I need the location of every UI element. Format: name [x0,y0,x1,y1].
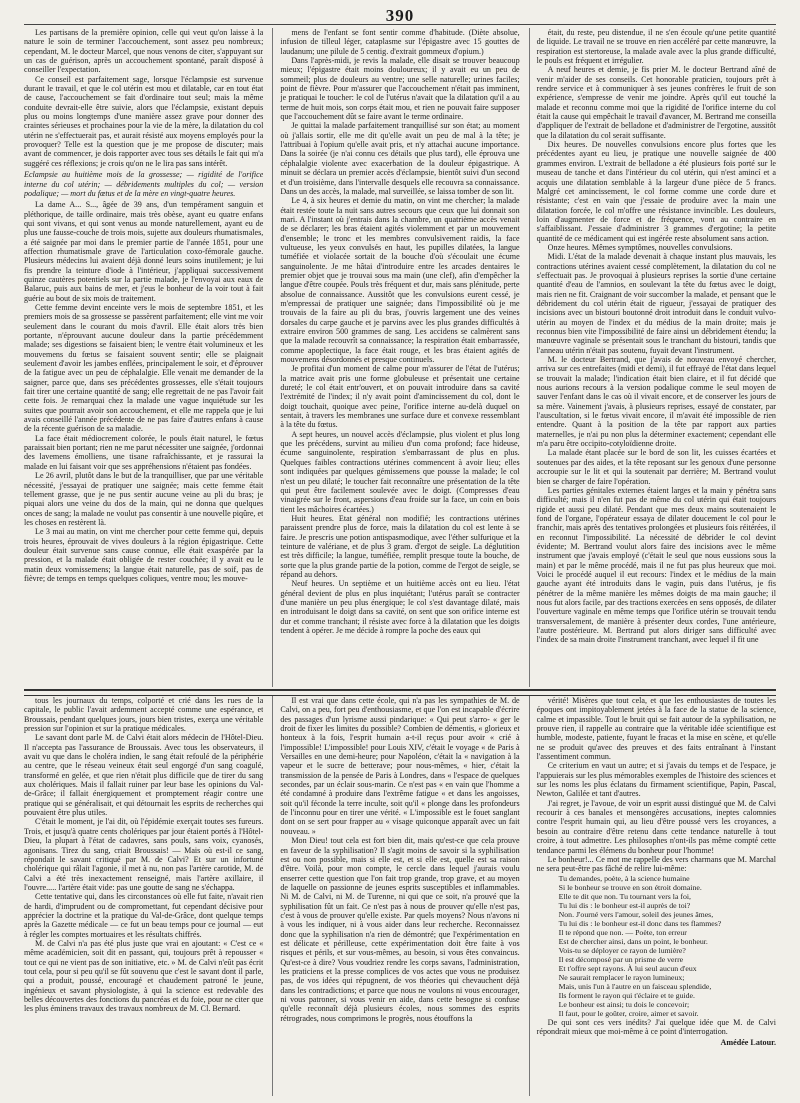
poem-line: Et t'offre sept rayons. À lui seul aucun d'eux [558,963,697,973]
paragraph: Dans l'après-midi, je revis la malade, elle disait se trouver beaucoup mieux; l'épigastre était moins douloureux; il y avait eu un peu de sommeil; plus de douleurs au ventre; une selle naturelle; urines faciles; point de fièvre. Pour m'assurer que l'accouchement n'était pas imminent, je pratiquai le toucher: le col de l'utérus n'avait que la dilatation qu'il a au terme de huit mois, son corps était mou, et rien ne pouvait faire supposer que l'accouchement dût se faire avant le terme ordinaire. [280,56,520,122]
poem-line: Il te répond que non. — Poète, ton erreur [558,927,687,937]
poem-line: Ils forment le rayon qui t'éclaire et te guide. [558,990,695,1000]
feuilleton-column-1 [24,696,263,1096]
feuilleton-column-2 [272,696,519,1096]
author-signature: Amédée Latour. [720,1038,776,1048]
article-column-1 [24,28,263,687]
paragraph: La face était médiocrement colorée, le pouls était naturel, le fœtus paraissait bien portant; rien ne me parut nécessiter une saignée, j'ordonnai des lavemens émolliens, une tisane rafraîchissante, et je rassurai la malade en lui faisant voir que ses appréhensions n'étaient pas fondées. [24,433,264,471]
poem-line: Mais, unis l'un à l'autre en un faisceau splendide, [558,981,712,991]
poem-line: Tu lui dis : le bonheur est-il auprès de toi? [558,900,691,910]
paragraph: De qui sont ces vers inédits? J'ai quelque idée que M. de Calvi répondrait mieux que moi-même à ce point d'interrogation. [536,1017,776,1036]
article-column-2 [272,28,519,687]
paragraph: La malade étant placée sur le bord de son lit, les cuisses écartées et soutenues par des aides, et la tête reposant sur les genoux d'une personne accroupie sur le lit et qui la soutenait par derrière; M. Bertrand voulut bien se charger de faire l'opération. [536,448,776,486]
paragraph: A neuf heures et demie, je fis prier M. le docteur Bertrand aîné de venir m'aider de ses conseils. Cet honorable praticien, toujours prêt à rendre service et à communiquer à ses jeunes confrères le fruit de son expérience, s'empresse de venir me joindre. Après qu'il eut touché la malade et reconnu comme moi que la rigidité de l'orifice interne du col était la cause qui empêchait le travail d'avancer, M. Bertrand me conseilla d'appliquer de l'extrait de belladone et d'administrer de l'ergotine, aussitôt que la dilatation du col serait suffisante. [536,65,776,140]
poem-line: Tu demandes, poète, à la science humaine [558,873,690,883]
paragraph: Le 3 mai au matin, on vint me chercher pour cette femme qui, depuis trois heures, éprouvait de vives douleurs à la région épigastrique. Cette douleur était survenue sans cause connue, elle était exaspérée par la pression, et la malade était obligée de rester couchée; il y avait eu le matin deux vomissemens; la langue était naturelle, pas de soif, pas de fièvre; de temps en temps quelques coliques, ventre mou; les mouve- [24,527,264,583]
paragraph: M. de Calvi n'a pas été plus juste que vrai en ajoutant: « C'est ce « même académicien, soit dit en passant, qui, toujours prêt à repousser « tout ce qui ne vient pas de son initiative, etc. » M. de Calvi n'eût pas écrit tout cela, pour si peu qu'il se fût souvenu que c'est le savant dont il parle, qui a produit, poussé, encouragé et chaudement patroné le jeune, ingénieux et savant physiologiste, à qui la science est redevable des belles découvertes des fonctions du pancréas et du foie, pour ne citer que les plus éminens travaux des travaux nombreux de M. Cl. Bernard. [24,938,264,1014]
paragraph: M. le docteur Bertrand, que j'avais de nouveau envoyé chercher, arriva sur ces entrefaites (midi et demi), il fut effrayé de l'état dans lequel se trouvait la malade; l'indication était bien claire, et il fut décidé que nous aurions recours à la version podalique comme le seul moyen de sauver l'enfant dans le cas où il vivait encore, et de conserver les jours de sa mère. Vainement j'avais, à plusieurs reprises, essayé de constater, par l'auscultation, si le fœtus vivait encore, il m'avait été impossible de rien entendre. Quant à la position de la tête par rapport aux parties maternelles, je n'ai pu non plus la déterminer exactement; cependant elle m'a paru être occipito-cotyloïdienne droite. [536,355,776,449]
paragraph: Je quittai la malade parfaitement tranquillisé sur son état; au moment où j'allais sortir, elle me dit qu'elle avait un peu de mal à la tête; je l'attribuai à l'opium qu'elle avait pris, et n'y attachai aucune importance. Dans la soirée (je n'ai connu ces détails que plus tard), elle éprouva une céphalalgie violente avec exacerbation de la douleur épigastrique. A minuit se déclara un premier accès d'éclampsie, bientôt suivi d'un second et d'un troisième, dans l'intervalle desquels elle recouvra sa connaissance. Dans un des accès, la malade, mal surveillée, se laissa tomber de son lit. [280,121,520,196]
paragraph: Le 26 avril, plutôt dans le but de la tranquilliser, que par une véritable nécessité, j'essayai de pratiquer une saignée; mais cette femme était tellement grasse, que je ne pus sentir aucune veine au pli du bras; je piquai alors une veine du dos de la main, qui ne donna que quelques onces de sang; la malade ne voulut pas consentir à une nouvelle piqûre, et les choses en restèrent là. [24,471,264,527]
paragraph: vérité! Misères que tout cela, et que les enthousiastes de toutes les époques ont impitoyablement jetées à la face de la statue de la science, calme et impassible. Tout le bruit qui se fait autour de la syphilisation, ne prouve rien, il rappelle au contraire que la véritable idée scientifique est humble, modeste, patiente, fuyant le fracas et la mise en scène, et qu'elle ne se produit qu'avec des preuves et des faits entraînant à l'instant l'assentiment commun. [536,696,776,762]
paragraph: Onze heures. Mêmes symptômes, nouvelles convulsions. [547,242,733,252]
poem-line: Vois-tu se déployer ce rayon de lumière? [558,945,686,955]
feuilleton-column-3 [529,696,776,1096]
paragraph: Mon Dieu! tout cela est fort bien dit, mais qu'est-ce que cela prouve en faveur de la syphilisation? Il s'agit moins de savoir si la syphilisation est ou non possible, mais si elle est, et si elle est, quelle est sa raison d'être. Voilà, pour mon compte, le cercle dans lequel j'aurais voulu enserrer cette question que l'on fait trop grande, trop grave, et au moyen de laquelle on passionne de jeunes esprits susceptibles et inflammables. Ni M. de Calvi, ni M. de Turenne, ni qui que ce soit, n'a prouvé que la syphilisation fût un fait. Ce n'est pas à nous de prouver qu'elle n'est pas, c'est à vous de prouver qu'elle existe. Par quels moyens? Nous n'avons ni à vous les indiquer, ni à vous aider dans leur recherche. Reconnaissez donc que la syphilisation n'a rien de démontré; que l'expérimentation en est délicate et périlleuse, cette expérimentation doit être faite à vos risques et périls, et sur vous-mêmes, au besoin, si vous êtes convaincus. Qu'est-ce à dire? Vous voudriez rendre les corps savans, l'administration, les praticiens et la presse complices de vos actes que vous ne produisez pas, de vos idées qui répugnent, de vos théories qui chevauchent déjà dans les contradictions; et parce que nous ne voulons ni vous encourager, ni vous patroner, si vous venir en aide, dans cette besogne si confuse qu'elle reconnaît déjà plusieurs écoles, nous sommes des esprits rétrogrades, nous comprimons le progrès, nous étouffons la [280,836,520,1023]
poem-line: Est de chercher ainsi, dans un point, le bonheur. [558,936,708,946]
feuilleton-section [24,696,776,1096]
paragraph: Dix heures. De nouvelles convulsions encore plus fortes que les précédentes ayant eu lieu, je pratique une nouvelle saignée de 400 grammes environ. L'extrait de belladone a été plusieurs fois porté sur le museau de tanche et dans l'intérieur du col utérin, qui n'est amincí et a acquis une dilatation semblable à la largeur d'une pièce de 5 francs. Malgré cet amincissement, le col forme comme une corde dure et résistante; c'est en vain que j'essaie de produire avec la main une dilatation forcée, le col m'offre une résistance invincible. Les douleurs, loin d'augmenter de force et de fréquence, vont au contraire en s'affaiblissant. J'essaie d'administrer 3 grammes d'ergotine; la petite quantité de ce médicament qui est ingérée reste absolument sans action. [536,140,776,243]
paragraph: Midi. L'état de la malade devenait à chaque instant plus mauvais, les contractions utérines avaient cessé complètement, la dilatation du col ne s'effectuait pas. Je provoquai à plusieurs reprises la sortie d'une certaine quantité d'eau de l'amnios, en soulevant la tête du fœtus avec le doigt, mais rien ne fit. Craignant de voir succomber la malade, et pensant que le débridement du col utérin était de rigueur, j'essayai de pratiquer des incisions avec un bistouri boutonné droit introduit dans le conduit vulvo-utérin au moyen de l'index et du médius de la main droite; mais je reconnus bien vite l'impossibilité de faire ainsi un débridement étendu; la manœuvre vaginale se présentait sous le tranchant du bistouri, tandis que l'anneau utérin n'était pas soutenu, fuyait devant l'instrument. [536,252,776,355]
section-divider-rule [24,689,776,696]
paragraph: Le 4, à six heures et demie du matin, on vint me chercher; la malade était restée toute la nuit sans autres secours que ceux que lui donnait son mari. A l'instant où j'entrais dans la chambre, un quatrième accès venait de se déclarer; les bras étaient agités violemment et par un mouvement d'ensemble; le tronc et les membres convulsivement raidis, la face vultueuse, les yeux convulsés en haut, les pupilles dilatées, la langue tuméfiée et violacée sortait de la bouche d'où s'écoulait une écume sanguinolente. Je me hâtai d'introduire entre les arcades dentaires le premier objet que je trouvai sous ma main (une clef), afin d'empêcher la langue d'être coupée. Pouls très fréquent et dur, mais sans plénitude, perte absolue de connaissance. Aussitôt que les convulsions eurent cessé, je m'empressai de pratiquer une saignée; dans l'impossibilité où je me trouvais de la faire au pli du bras, j'ouvris largement une des veines dorsales du carpe gauche et je parvins avec les plus grandes difficultés à extraire environ 500 grammes de sang. Les accidens se calmèrent sans que la malade recouvrît sa connaissance; la respiration était embarrassée, comme apoplectique, la face était rouge, et les bras étaient agités de mouvemens désordonnés et presque continuels. [280,196,520,365]
paragraph: Cette tentative qui, dans les circonstances où elle fut faite, n'avait rien de hardi, d'imprudent ou de compromettant, fut cependant décisive pour apprécier la doctrine et la pratique du Val-de-Grâce, dont quelque temps après la Gazette médicale — ce fut un beau temps pour ce journal — eut à régler les comptes mortuaires et les résultats chiffrés. [24,892,264,939]
poem-line: Elle te dit que non. Tu tournant vers la foi, [558,891,691,901]
paragraph: Ce criterium en vaut un autre; et si j'avais du temps et de l'espace, je l'appuierais sur les plus mémorables exemples de l'histoire des sciences et sur les noms les plus éclatans du firmament scientifique, Papin, Pascal, Newton, Galilée et tant d'autres. [536,761,776,799]
medical-article-section [24,28,776,687]
paragraph: J'ai regret, je l'avoue, de voir un esprit aussi distingué que M. de Calvi recourir à ces banales et mensongères accusations, ineptes calomnies contre l'esprit humain qui, au lieu d'être poussé vers les croyances, a besoin au contraire d'être retenu dans cette tendance naturelle à tout croire, à tout admettre. Les philosophes n'ont-ils pas même compté cette tendance parmi les élémens du bonheur pour l'homme! [536,798,776,855]
paragraph: Neuf heures. Un septième et un huitième accès ont eu lieu. l'état général devient de plus en plus inquiétant; l'utérus paraît se contracter d'une manière un peu plus énergique; le col s'est davantage dilaté, mais en introduisant le doigt dans sa cavité, on sent que son orifice interne est dur et comme tranchant; il résiste avec force à la dilatation que les doigts tendent à opérer. Je me décide à rompre la poche des eaux qui [280,579,520,635]
paragraph: Le savant dont parle M. de Calvi était alors médecin de l'Hôtel-Dieu. Il n'accepta pas l'assurance de Broussais. Avec tous les observateurs, il avait vu que dans le choléra indien, le sang était refoulé de la périphérie au centre, que le réseau veineux était seul engorgé d'un sang coagulé, transformé en gelée, et que rien n'était plus difficile que de tirer du sang aux cholériques. Mais il fallait ruiner par leur base les opinions du Val-de-Grâce; il fallait énergiquement et promptement réagir contre une pratique qui se généralisait, et qui détournait les esprits de recherches qui pouvaient être plus utiles. [24,733,264,818]
poem-line: Ne saurait remplacer le rayon lumineux; [558,972,685,982]
case-heading: Eclampsie au huitième mois de la grossesse; — rigidité de l'orifice interne du col utérin; — débridements multiples du col; — version podalique; — mort du fœtus et de la mère en vingt-quatre heures. [24,170,264,198]
paragraph: Je profitai d'un moment de calme pour m'assurer de l'état de l'utérus; la matrice avait pris une forme globuleuse et présentait une certaine dureté; le col était entr'ouvert, et on pouvait introduire dans sa cavité l'extrémité de l'index; il n'y avait point d'amincissement du col, dont le doigt touchait, quoique avec peine, l'orifice interne au-delà duquel on sentait, à travers les membranes une surface dure et convexe ressemblant à la tête du fœtus. [280,364,520,430]
article-column-3 [529,28,776,687]
paragraph: était, du reste, peu distendue, il ne s'en écoule qu'une petite quantité de liquide. Le travail ne se trouve en rien accéléré par cette manœuvre, la respiration est stertoreuse, la malade avale avec la plus grande difficulté, le pouls est fréquent et irrégulier. [536,28,776,66]
poem-line: Il faut, pour le goûter, croire, aimer et savoir. [558,1008,699,1018]
paragraph: Huit heures. Etat général non modifié; les contractions utérines paraissent prendre plus de force, mais la dilatation du col est lente à se faire. Je prescris une potion antispasmodique, avec l'éther sulfurique et la teinture de valériane, et de plus 3 gram. d'ergot de seigle. La déglutition est très difficile; la langue, tuméfiée, remplit presque toute la bouche, de sorte que la plus grande partie de la potion, comme de l'ergot de seigle, se répand au dehors. [280,513,520,579]
paragraph: C'était le moment, je l'ai dit, où l'épidémie exerçait toutes ses fureurs. Trois, et jusqu'à quatre cents cholériques par jour étaient portés à l'Hôtel-Dieu, la plupart à l'état de cadavres, sans pouls, sans voix, cyanosés, agonisans. Tirez du sang, criait Broussais! — Mais où est-il ce sang, répondait le savant critiqué par M. de Calvi? Et sur un infortuné cholérique qui râlait l'agonie, il met à nu, non pas l'artère carotide, M. de Calvi a été très inexactement renseigné, mais l'artère axillaire, il l'ouvre..... l'artère était vide: pas une goutte de sang ne s'échappa. [24,817,264,892]
paragraph: Les parties génitales externes étaient larges et la main y pénétra sans difficulté; mais il n'en fut pas de même du col utérin qui était toujours rigide et aussi peu dilaté. Pendant que mes deux mains soutenaient le fond de l'organe, l'opérateur essaya de dilater doucement le col pour le franchir, mais après des tentatives prolongées et plusieurs fois réitérées, il en reconnut l'impossibilité. La nécessité de débrider le col devint évidente; M. Bertrand voulut alors faire des incisions avec le même instrument que j'avais employé (c'était le seul que nous eussions sous la main) et par le même procédé, mais il ne fut pas plus heureux que moi. Voici le procédé auquel il eut recours: l'index et le médius de la main gauche ayant été introduits dans le vagin, puis dans l'utérus, je fis pénétrer de la même manière les mêmes doigts de ma main gauche; il nous fut alors facile, par des tractions exercées en sens opposés, de dilater l'ouverture vaginale en même temps que l'orifice utérin se trouvait tendu transversalement, de manière à présenter deux cordes, l'une antérieure, l'autre postérieure. M. Bertrand put alors diriger sans difficulté avec l'index de sa main droite l'instrument tranchant, avec lequel il fit une [536,485,776,645]
paragraph: La dame A... S..., âgée de 39 ans, d'un tempérament sanguin et pléthorique, de taille ordinaire, mais très obèse, ayant eu quatre enfans qui sont vivans, et qui sont venus au monde naturellement, ayant eu de plus une fausse-couche de trois mois, sujette aux douleurs rhumatismales, a été saignée par moi dans le premier partie de l'année 1851, pour une affection rhumatismale grave de l'articulation coxo-fémorale gauche. Plusieurs médecins lui avaient déjà donné leurs soins inutilement; je lui fis prendre la teinture d'iode à l'intérieur, j'appliquai successivement quinze cautères potentiels sur la partie malade, je l'envoyai aux eaux de Balaruc, puis aux bains de mer, et j'eus le bonheur de la voir tout à fait guérie au bout de six mois de traitement. [24,200,264,303]
paragraph: Les partisans de la première opinion, celle qui veut qu'on laisse à la nature le soin de terminer l'accouchement, sont assez peu nombreux; cependant, M. le docteur Marcel, que nous venons de citer, s'appuyant sur un cas de guérison, après un accouchement spontané, paraît disposé à conseiller l'expectation. [24,28,264,75]
poem-line: Tu lui dis : le bonheur est-il donc dans tes flammes? [558,918,722,928]
paragraph: A sept heures, un nouvel accès d'éclampsie, plus violent et plus long que les précédens, survint au milieu d'un coma profond; face hideuse, écume sanguinolente, respiration s'embarrassant de plus en plus. Quelques faibles contractions utérines commencent à avoir lieu; elles sont indiquées par quelques gémissemens que pousse la malade; le col n'est un peu dilaté; le toucher fait reconnaître une présentation de la tête qui peut être facilement soulevée avec le doigt. (Compresses d'eau vinaigrée sur le front, aspersions d'eau froide sur la face, un coin en bois tient les mâchoires écartées.) [280,429,520,514]
paragraph: Le bonheur!... Ce mot me rappelle des vers charmans que M. Marchal ne sera peut-être pas fâché de relire lui-même: [536,854,776,874]
paragraph: Ce conseil est parfaitement sage, lorsque l'éclampsie est survenue durant le travail, et que le col utérin est mou et dilatable, car en tout état de cause, l'accouchement se fait d'ordinaire tout seul; mais la même conduite devrait-elle être suivie, alors que l'éclampsie, existant depuis plus ou moins longtemps d'une manière assez grave pour donner des craintes sérieuses et prochaines pour la vie de la mère, la dilatation du col utérin ne s'effectuerait pas, et aurait résisté aux moyens employés pour la provoquer? Telle est la question que je me propose de discuter; mais avant de commencer, je dois rapporter avec tous ses détails le fait qui m'a suggéré ces réflexions; je crois qu'on ne le lira pas sans intérêt. [24,74,264,168]
paragraph: tous les journaux du temps, colporté et crié dans les rues de la capitale, le public l'avait ardemment accepté comme une espérance, et Broussais, pendant quelques jours, jours bien tristes, exerça une véritable pression sur l'opinion et sur la pratique médicales. [24,696,264,734]
poem-line: Non. J'ourné vers l'amour, soleil des jeunes âmes, [558,909,714,919]
paragraph: Cette femme devint enceinte vers le mois de septembre 1851, et les premiers mois de sa grossesse se passèrent parfaitement; elle vint me voir seulement dans le courant du mois d'avril. Elle était alors très bien portante, n'éprouvant aucune douleur dans la partie précédemment malade; ses digestions se faisaient bien; le ventre était volumineux et les mouvemens du fœtus se faisaient souvent sentir; elle se plaignait seulement d'avoir les jambes enflées, principalement le soir, et d'éprouver de la fatigue avec un peu de céphalalgie. Elle venait me demander de la saigner, parce que, dans ses précédentes grossesses, elle s'était toujours fait tirer une certaine quantité de sang; elle regrettait de ne pas l'avoir fait cette fois. Je remarquai chez la malade une vague inquiétude sur les suites que pourrait avoir son accouchement, et elle me rappela que je lui avais conseillé l'année précédente de ne pas faire d'autres enfans à cause de la récente guérison de sa maladie. [24,302,264,434]
poem-line: Si le bonheur se trouve en son étroit domaine. [558,882,702,892]
header-rule [24,24,776,25]
poem-line: Le bonheur est ainsi; tu dois le concevoir; [558,999,690,1009]
page-number: 390 [385,6,415,25]
paragraph: mens de l'enfant se font sentir comme d'habitude. (Diète absolue, infusion de tilleul léger, cataplasme sur l'épigastre avec 15 gouttes de laudanum; une pilule de 5 centig. d'extrait gommeux d'opium.) [280,28,520,56]
paragraph: Il est vrai que dans cette école, qui n'a pas les sympathies de M. de Calvi, on a peu, fort peu d'enthousiasme, et que l'on est incapable d'écrire des passages d'un lyrisme aussi pindarique: « Qui peut s'arro- « ger le droit de fixer les limites du possible? Combien de démentis, « glorieux et honteux à la fois, l'esprit humain a-t-il reçus pour avoir « crié à l'impossible! L'impossible! pour Louis XIV, c'était le voyage « de Paris à Versailles en une demi-heure; pour Napoléon, c'était la « navigation à la vapeur et le sucre de betterave; pour nous-mêmes, « hier, c'était la transmission de la pensée de Paris à Londres, dans « l'espace de quelques secondes, par un éclair sous-marin. Ce n'est pas « en vain que l'homme a été condamné à produire dans l'extrême fatigue « et dans les angoisses, soit qu'il féconde la terre inculte, soit qu'il « plonge dans les profondeurs de l'inconnu pour en tirer une vérité. « L'impossible est le fouet sanglant dont on se sert pour frapper au « visage quiconque apparaît avec un fait nouveau. » [280,696,520,836]
poem-line: Il est décomposé par un prisme de verre [558,954,684,964]
